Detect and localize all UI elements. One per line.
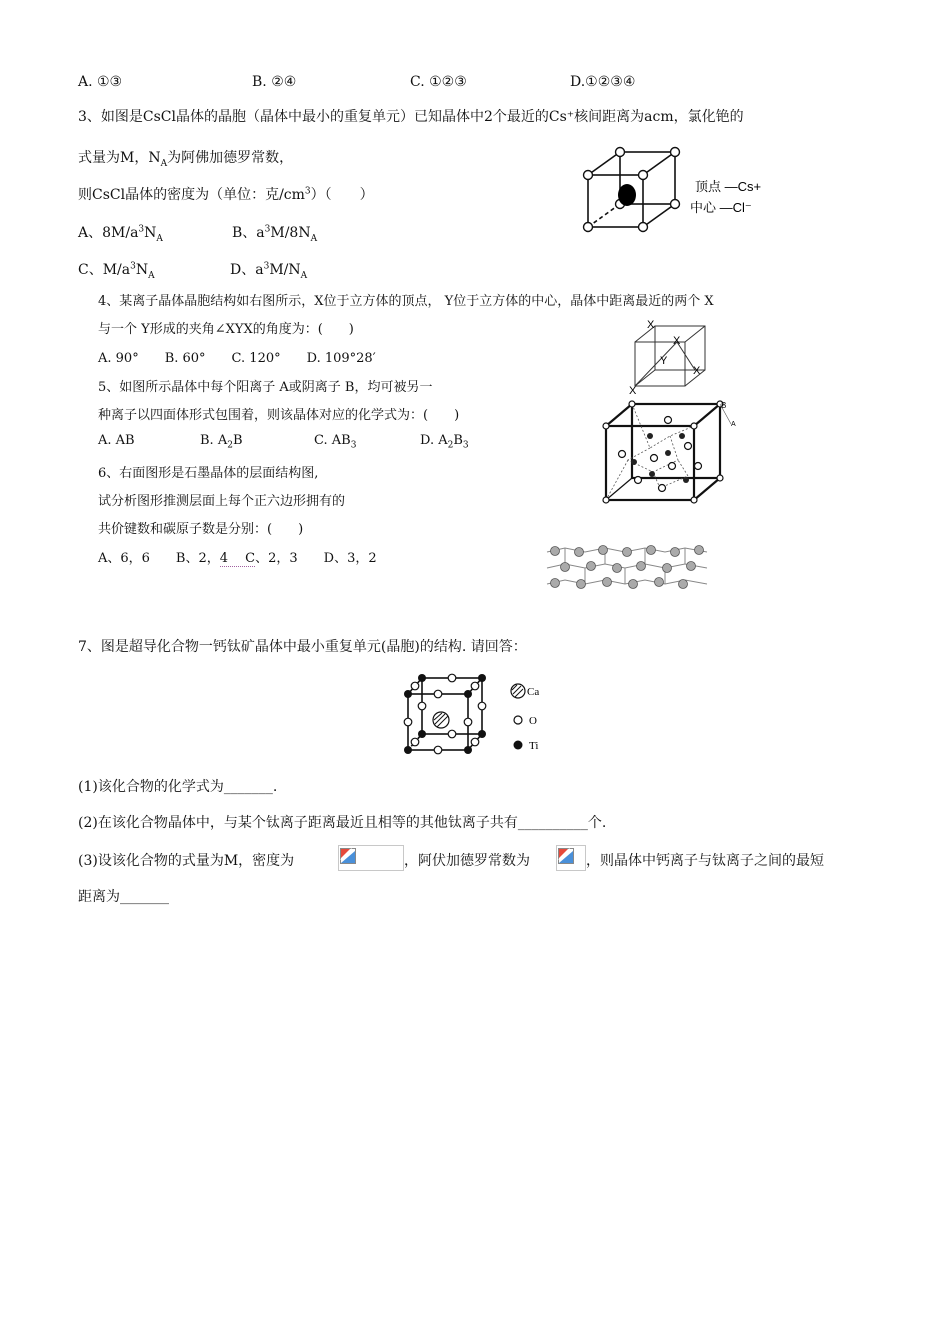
svg-text:X: X xyxy=(693,365,701,377)
q2-option-a: A. ①③ xyxy=(78,74,123,90)
svg-text:B: B xyxy=(721,401,727,410)
svg-text:X: X xyxy=(629,385,637,397)
q5-option-a: A. AB xyxy=(98,433,135,448)
q2-option-d: D.①②③④ xyxy=(570,74,636,90)
q7-part3-line2: 距离为_______ xyxy=(78,889,169,905)
q4-question-line1: 4、某离子晶体晶胞结构如右图所示，X位于立方体的顶点， Y位于立方体的中心，晶体中距离最近的两个 X xyxy=(98,294,714,309)
svg-text:X: X xyxy=(673,335,681,347)
q2-option-b: B. ②④ xyxy=(252,74,297,90)
graphite-layers-diagram xyxy=(545,544,710,592)
q3-option-d: D、$a^3M/N_A$ xyxy=(230,261,308,281)
q5-question-line2: 种离子以四面体形式包围着，则该晶体对应的化学式为：( ) xyxy=(98,408,460,423)
q7-intro: 7、图是超导化合物一钙钛矿晶体中最小重复单元(晶胞)的结构. 请回答： xyxy=(78,639,527,655)
perovskite-unit-cell-diagram xyxy=(398,670,558,762)
q3-question-line3: 则CsCl晶体的密度为（单位：克$/cm^3$）（ ） xyxy=(78,186,374,203)
legend-ti-label: Ti xyxy=(529,740,539,752)
q3-question-line1: 3、如图是CsCl晶体的晶胞（晶体中最小的重复单元）已知晶体中2个最近的Cs⁺核间距离为acm，氯化铯的 xyxy=(78,109,744,125)
cscl-legend-center: 中心 —Cl⁻ xyxy=(690,200,752,215)
xy-cube-diagram xyxy=(625,318,715,398)
svg-text:A: A xyxy=(731,421,736,428)
q6-question-line1: 6、右面图形是石墨晶体的层面结构图, xyxy=(98,466,319,481)
legend-ca-label: Ca xyxy=(527,686,540,698)
svg-text:X: X xyxy=(647,319,655,331)
q6-options: A、6，6 B、2，4 C、2，3 D、3，2 xyxy=(98,551,377,566)
q7-part2: (2)在该化合物晶体中，与某个钛离子距离最近且相等的其他钛离子共有__________个. xyxy=(78,815,607,831)
legend-o-label: O xyxy=(529,715,537,727)
density-formula-image xyxy=(338,845,404,871)
q7-part1: (1)该化合物的化学式为_______. xyxy=(78,779,278,795)
q5-option-c: C. $AB_3$ xyxy=(314,433,357,451)
cscl-unit-cell-diagram xyxy=(580,140,770,240)
q7-part3-b: ，阿伏加德罗常数为 xyxy=(404,853,530,869)
q5-option-d: D. $A_2B_3$ xyxy=(420,433,469,451)
tetrahedral-crystal-diagram xyxy=(598,398,748,506)
q3-option-a: A、$8M/a^3N_A$ xyxy=(78,224,163,244)
q2-option-c: C. ①②③ xyxy=(410,74,467,90)
q5-option-b: B. $A_2B$ xyxy=(200,433,243,451)
svg-text:Y: Y xyxy=(660,355,668,367)
q7-part3-c: ，则晶体中钙离子与钛离子之间的最短 xyxy=(586,853,824,869)
avogadro-symbol-image xyxy=(556,845,586,871)
q4-question-line2: 与一个 Y形成的夹角∠XYX的角度为：( ) xyxy=(98,322,354,337)
q7-part3-a: (3)设该化合物的式量为M，密度为 xyxy=(78,853,295,869)
broken-image-icon xyxy=(558,848,574,864)
q5-question-line1: 5、如图所示晶体中每个阳离子 A或阴离子 B，均可被另一 xyxy=(98,380,433,395)
q3-option-c: C、$M/a^3N_A$ xyxy=(78,261,155,281)
q3-question-line2: 式量为M，$N_A$为阿佛加德罗常数， xyxy=(78,150,294,169)
q3-option-b: B、$a^3M/8N_A$ xyxy=(232,224,318,244)
q6-question-line3: 共价键数和碳原子数是分别：( ) xyxy=(98,522,304,537)
cscl-legend-vertex: 顶点 —Cs+ xyxy=(695,179,762,194)
broken-image-icon xyxy=(340,848,356,864)
q6-question-line2: 试分析图形推测层面上每个正六边形拥有的 xyxy=(98,494,346,509)
q4-options: A. 90° B. 60° C. 120° D. 109°28′ xyxy=(98,351,376,366)
